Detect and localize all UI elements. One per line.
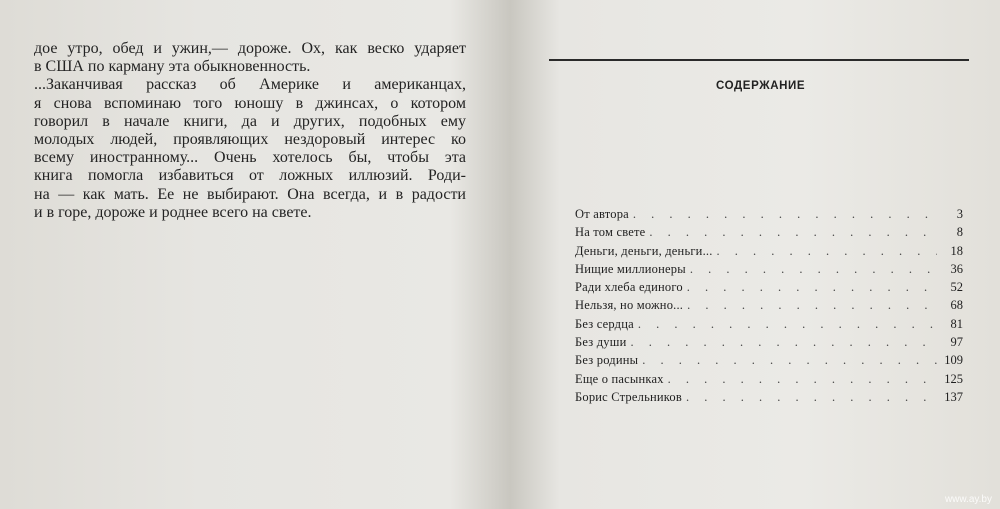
toc-label: Ради хлеба единого xyxy=(575,280,683,295)
toc-leader-dots xyxy=(687,298,937,313)
text-line: книга помогла избавиться от ложных иллюзий. Роди- xyxy=(34,167,466,185)
right-page xyxy=(505,0,1000,509)
header-rule xyxy=(549,59,969,61)
text-line: и в горе, дороже и роднее всего на свете. xyxy=(34,203,312,221)
toc-label: Нельзя, но можно... xyxy=(575,298,684,313)
toc-title: СОДЕРЖАНИЕ xyxy=(716,80,806,92)
toc-page-number: 81 xyxy=(950,316,963,331)
text-line: в США по карману эта обыкновенность. xyxy=(34,58,311,76)
body-text xyxy=(34,40,466,222)
toc-leader-dots xyxy=(642,353,937,368)
toc-page-number: 18 xyxy=(950,243,963,258)
toc-label: Без родины xyxy=(575,353,639,368)
toc-leader-dots xyxy=(630,335,937,350)
toc-leader-dots xyxy=(638,317,937,332)
watermark: www.ay.by xyxy=(944,494,992,505)
toc-page-number: 97 xyxy=(950,335,963,350)
toc-leader-dots xyxy=(649,225,937,240)
toc-page-number: 36 xyxy=(950,261,963,276)
text-line: дое утро, обед и ужин,— дороже. Ох, как веско ударяет xyxy=(34,40,466,57)
toc-label: Еще о пасынках xyxy=(575,371,664,386)
table-of-contents xyxy=(575,207,963,408)
toc-label: На том свете xyxy=(575,225,646,240)
toc-leader-dots xyxy=(690,262,937,277)
toc-entry xyxy=(575,298,963,316)
toc-entry xyxy=(575,280,963,298)
toc-leader-dots xyxy=(717,244,937,259)
toc-entry xyxy=(575,353,963,371)
text-line: молодых людей, проявляющих нездоровый интерес ко xyxy=(34,131,466,149)
toc-label: Без души xyxy=(575,335,627,350)
text-line: на — как мать. Ее не выбирают. Она всегда, и в радости xyxy=(34,185,466,203)
toc-entry xyxy=(575,207,963,225)
toc-entry xyxy=(575,390,963,408)
toc-page-number: 3 xyxy=(956,207,963,221)
toc-entry xyxy=(575,244,963,262)
toc-leader-dots xyxy=(668,372,937,387)
toc-entry xyxy=(575,225,963,243)
toc-page-number: 68 xyxy=(950,298,963,313)
toc-label: От автора xyxy=(575,207,629,221)
toc-label: Нищие миллионеры xyxy=(575,261,686,276)
toc-page-number: 52 xyxy=(950,280,963,295)
toc-label: Борис Стрельников xyxy=(575,389,682,404)
toc-page-number: 109 xyxy=(944,353,963,368)
text-line: я снова вспоминаю того юношу в джинсах, о котором xyxy=(34,94,466,112)
toc-label: Деньги, деньги, деньги... xyxy=(575,243,713,258)
toc-entry xyxy=(575,317,963,335)
toc-leader-dots xyxy=(686,390,937,405)
toc-leader-dots xyxy=(687,280,937,295)
toc-entry xyxy=(575,335,963,353)
text-line: ...Заканчивая рассказ об Америке и американцах, xyxy=(34,76,466,94)
toc-label: Без сердца xyxy=(575,316,634,331)
toc-page-number: 125 xyxy=(944,371,963,386)
text-line: говорил в начале книги, да и других, подобных ему xyxy=(34,112,466,130)
toc-leader-dots xyxy=(633,207,937,222)
toc-entry xyxy=(575,372,963,390)
toc-page-number: 8 xyxy=(956,225,963,240)
toc-page-number: 137 xyxy=(944,389,963,404)
text-line: всему иностранному... Очень хотелось бы, чтобы эта xyxy=(34,149,466,167)
toc-entry xyxy=(575,262,963,280)
